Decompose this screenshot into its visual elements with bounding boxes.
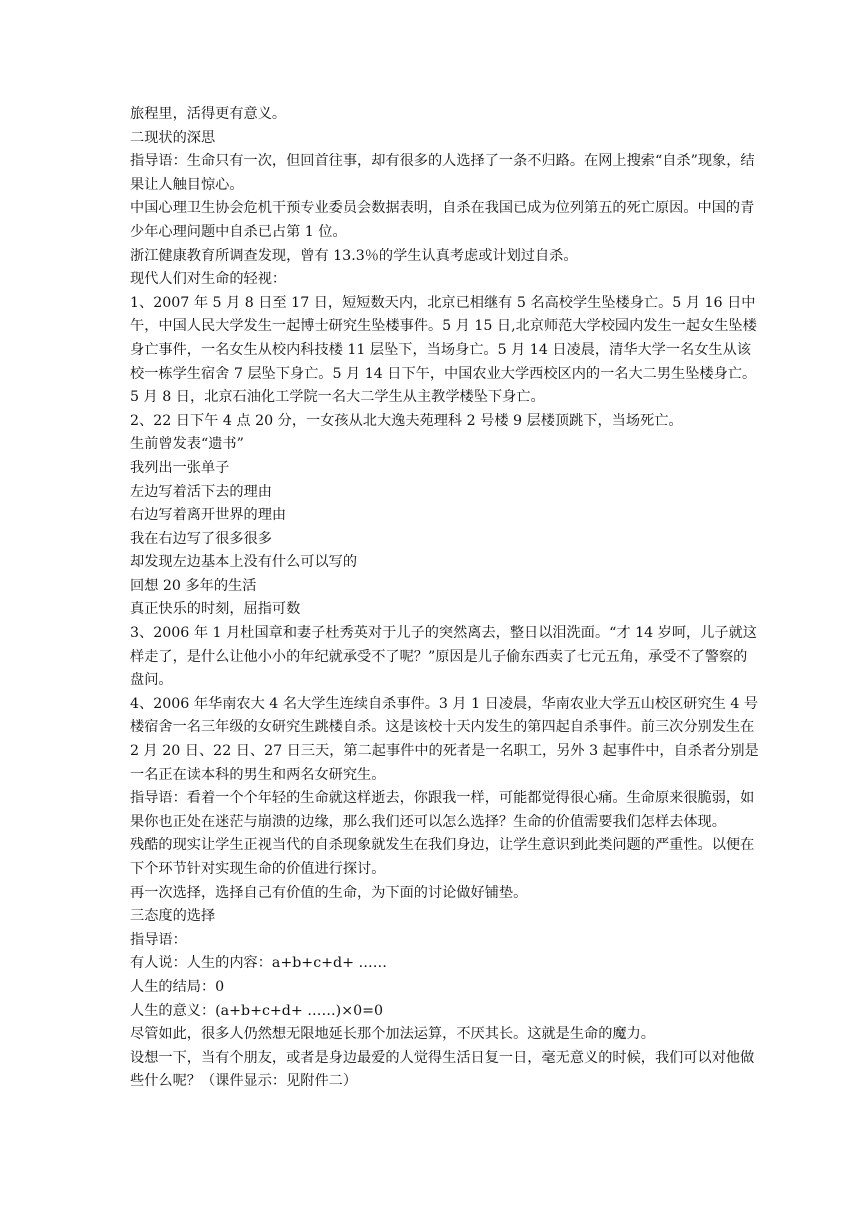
paragraph: 有人说：人生的内容：a+b+c+d+ …… <box>130 955 387 972</box>
formula-line: 人生的意义：(a+b+c+d+ ……)×0=0 <box>130 1002 384 1019</box>
paragraph: 再一次选择，选择自己有价值的生命，为下面的讨论做好铺垫。 <box>130 884 528 901</box>
paragraph: 现代人们对生命的轻视： <box>130 271 287 288</box>
formula-line: 尽管如此，很多人仍然想无限地延长那个加法运算，不厌其长。这就是生命的魔力。 <box>130 1026 655 1043</box>
formula-line: 人生的结局：0 <box>130 978 225 995</box>
paragraph: 指导语： <box>130 931 187 948</box>
paragraph: 中国心理卫生协会危机干预专业委员会数据表明，自杀在我国已成为位列第五的死亡原因。中国的青少年心理问题中自杀已占第 1 位。 <box>130 200 755 240</box>
paragraph: 浙江健康教育所调查发现，曾有 13.3％的学生认真考虑或计划过自杀。 <box>130 247 578 264</box>
poem-line: 左边写着活下去的理由 <box>130 483 272 500</box>
paragraph: 残酷的现实让学生正视当代的自杀现象就发生在我们身边，让学生意识到此类问题的严重性。以便在下个环节针对实现生命的价值进行探讨。 <box>130 837 755 877</box>
poem-line: 却发现左边基本上没有什么可以写的 <box>130 554 358 571</box>
section-heading: 二现状的深思 <box>130 129 216 146</box>
paragraph: 3、2006 年 1 月杜国章和妻子杜秀英对于儿子的突然离去，整日以泪洗面。“才 14 岁呵，儿子就这样走了，是什么让他小小的年纪就承受不了呢？”原因是儿子偷东西卖了七元五角，承受不了警察的盘问。 <box>130 625 757 689</box>
poem-line: 我在右边写了很多很多 <box>130 530 272 547</box>
section-heading: 三态度的选择 <box>130 908 216 925</box>
poem-line: 真正快乐的时刻，屈指可数 <box>130 601 301 618</box>
closing-paragraph: 设想一下，当有个朋友，或者是身边最爱的人觉得生活日复一日，毫无意义的时候，我们可以对他做些什么呢？（课件显示：见附件二） <box>130 1049 755 1090</box>
paragraph: 2、22 日下午 4 点 20 分，一女孩从北大逸夫苑理科 2 号楼 9 层楼顶跳下，当场死亡。 <box>130 412 683 429</box>
paragraph: 生前曾发表“遗书” <box>130 436 244 453</box>
poem-block <box>130 457 760 622</box>
paragraph: 1、2007 年 5 月 8 日至 17 日，短短数天内，北京已相继有 5 名高校学生坠楼身亡。5 月 16 日中午，中国人民大学发生一起博士研究生坠楼事件。5 月 15 日,北京师范大学校园内发生一起女生坠楼身亡事件，一名女生从校内科技楼 11 层坠下，当场身亡。5 月 14 日凌晨，清华大学一名女生从该校一栋学生宿舍 7 层坠下身亡。5 月 14 日下午，中国农业大学西校区内的一名大二男生坠楼身亡。5 月 8 日，北京石油化工学院一名大二学生从主教学楼坠下身亡。 <box>130 294 757 406</box>
poem-line: 回想 20 多年的生活 <box>130 577 257 594</box>
poem-line: 我列出一张单子 <box>130 459 230 476</box>
text-line: 旅程里，活得更有意义。 <box>130 106 287 122</box>
poem-line: 右边写着离开世界的理由 <box>130 507 287 524</box>
paragraph: 指导语：看着一个个年轻的生命就这样逝去，你跟我一样，可能都觉得很心痛。生命原来很脆弱，如果你也正处在迷茫与崩溃的边缘，那么我们还可以怎么选择？生命的价值需要我们怎样去体现。 <box>130 790 755 830</box>
paragraph: 4、2006 年华南农大 4 名大学生连续自杀事件。3 月 1 日凌晨，华南农业大学五山校区研究生 4 号楼宿舍一名三年级的女研究生跳楼自杀。这是该校十天内发生的第四起自杀事件。前三次分别发生在 2 月 20 日、22 日、27 日三天，第二起事件中的死者是一名职工，另外 3 起事件中，自杀者分别是一名正在读本科的男生和两名女研究生。 <box>130 695 759 783</box>
paragraph: 指导语：生命只有一次，但回首往事，却有很多的人选择了一条不归路。在网上搜索“自杀”现象，结果让人触目惊心。 <box>130 153 755 193</box>
